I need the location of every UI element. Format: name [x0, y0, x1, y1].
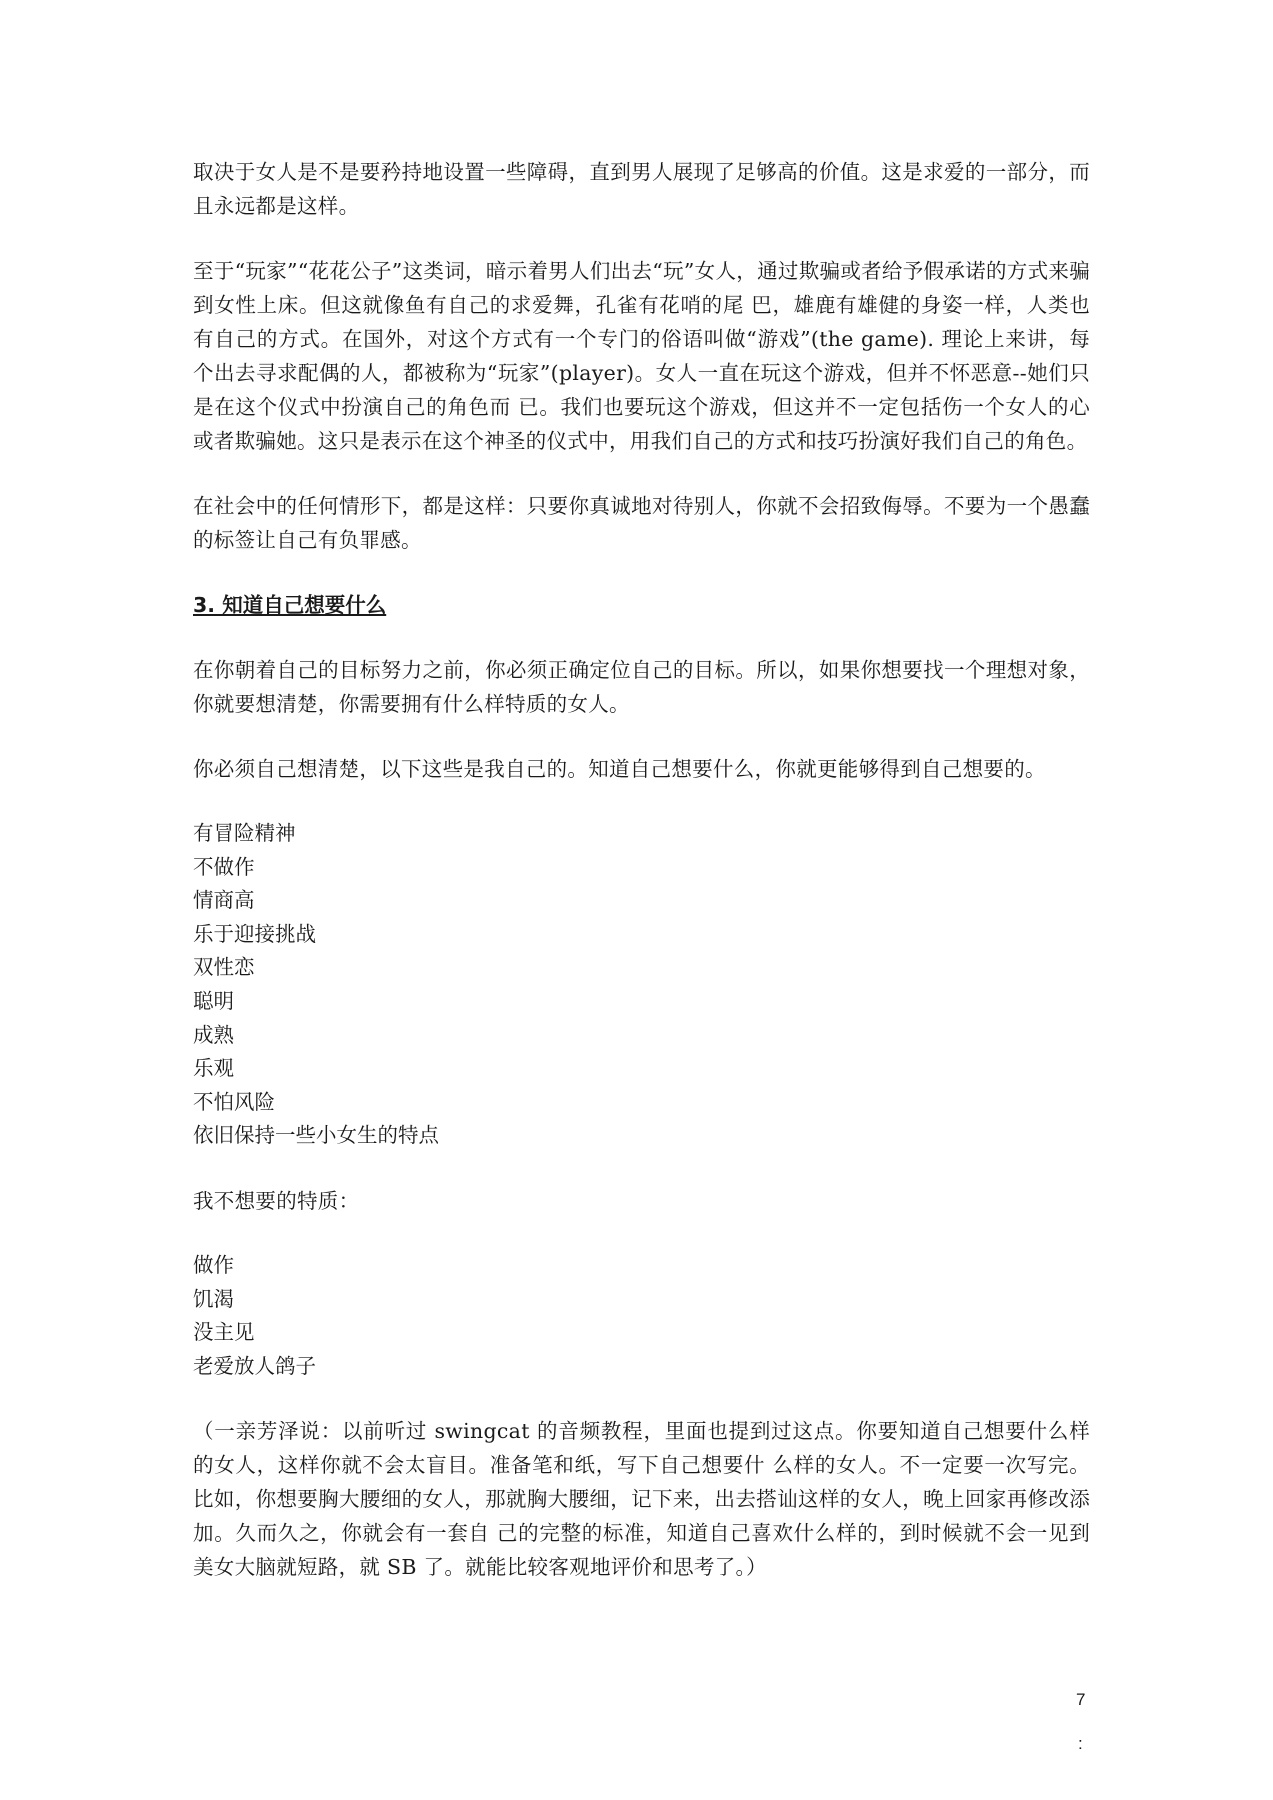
list-item: 没主见 [193, 1320, 255, 1345]
list-item: 老爱放人鸽子 [193, 1353, 316, 1378]
paragraph-sincerity: 在社会中的任何情形下，都是这样：只要你真诚地对待别人，你就不会招致侮辱。不要为一个愚蠢的标签让自己有负罪感。 [193, 494, 1090, 552]
list-item: 做作 [193, 1252, 234, 1277]
unwanted-traits-list [193, 1249, 1090, 1383]
list-item: 依旧保持一些小女生的特点 [193, 1123, 439, 1148]
list-item: 不做作 [193, 854, 255, 879]
list-item: 有冒险精神 [193, 821, 296, 845]
paragraph-unwanted-intro: 我不想要的特质： [193, 1188, 360, 1213]
wanted-traits-list [193, 817, 1090, 1153]
paragraph-player-game: 至于“玩家”“花花公子”这类词，暗示着男人们出去“玩”女人，通过欺骗或者给予假承诺的方式来骗到女性上床。但这就像鱼有自己的求爱舞，孔雀有花哨的尾 巴，雄鹿有雄健的身姿一样，人类也有自己的方式。在国外，对这个方式有一个专门的俗语叫做“游戏”(the game). 理论上来讲，每个出去寻求配偶的人，都被称为“玩家”(player)。女人一直在玩这个游戏，但并不怀恶意--她们只是在这个仪式中扮演自己的角色而 已。我们也要玩这个游戏，但这并不一定包括伤一个女人的心或者欺骗她。这只是表示在这个神圣的仪式中，用我们自己的方式和技巧扮演好我们自己的角色。 [193, 259, 1090, 453]
list-item: 聪明 [193, 988, 234, 1013]
list-item: 双性恋 [193, 955, 255, 980]
list-item: 情商高 [193, 888, 255, 913]
page-number: 7 [1076, 1690, 1086, 1709]
page-mark: : [1078, 1734, 1083, 1753]
paragraph-translator-note: （一亲芳泽说：以前听过 swingcat 的音频教程，里面也提到过这点。你要知道自己想要什么样的女人，这样你就不会太盲目。准备笔和纸，写下自己想要什 么样的女人。不一定要一次写完。比如，你想要胸大腰细的女人，那就胸大腰细，记下来，出去搭讪这样的女人，晚上回家再修改添加。久而久之，你就会有一套自 己的完整的标准，知道自己喜欢什么样的，到时候就不会一见到美女大脑就短路，就 SB 了。就能比较客观地评价和思考了。） [193, 1419, 1090, 1580]
list-item: 乐于迎接挑战 [193, 921, 316, 946]
page-content [193, 155, 1090, 1615]
paragraph-think-clearly: 你必须自己想清楚，以下这些是我自己的。知道自己想要什么，你就更能够得到自己想要的。 [193, 757, 1046, 781]
list-item: 成熟 [193, 1022, 234, 1047]
list-item: 饥渴 [193, 1286, 234, 1311]
section-heading: 3. 知道自己想要什么 [193, 593, 387, 617]
paragraph-courtship: 取决于女人是不是要矜持地设置一些障碍，直到男人展现了足够高的价值。这是求爱的一部分，而且永远都是这样。 [193, 160, 1090, 218]
paragraph-goal: 在你朝着自己的目标努力之前，你必须正确定位自己的目标。所以，如果你想要找一个理想对象，你就要想清楚，你需要拥有什么样特质的女人。 [193, 658, 1090, 716]
list-item: 不怕风险 [193, 1089, 275, 1114]
list-item: 乐观 [193, 1056, 234, 1081]
